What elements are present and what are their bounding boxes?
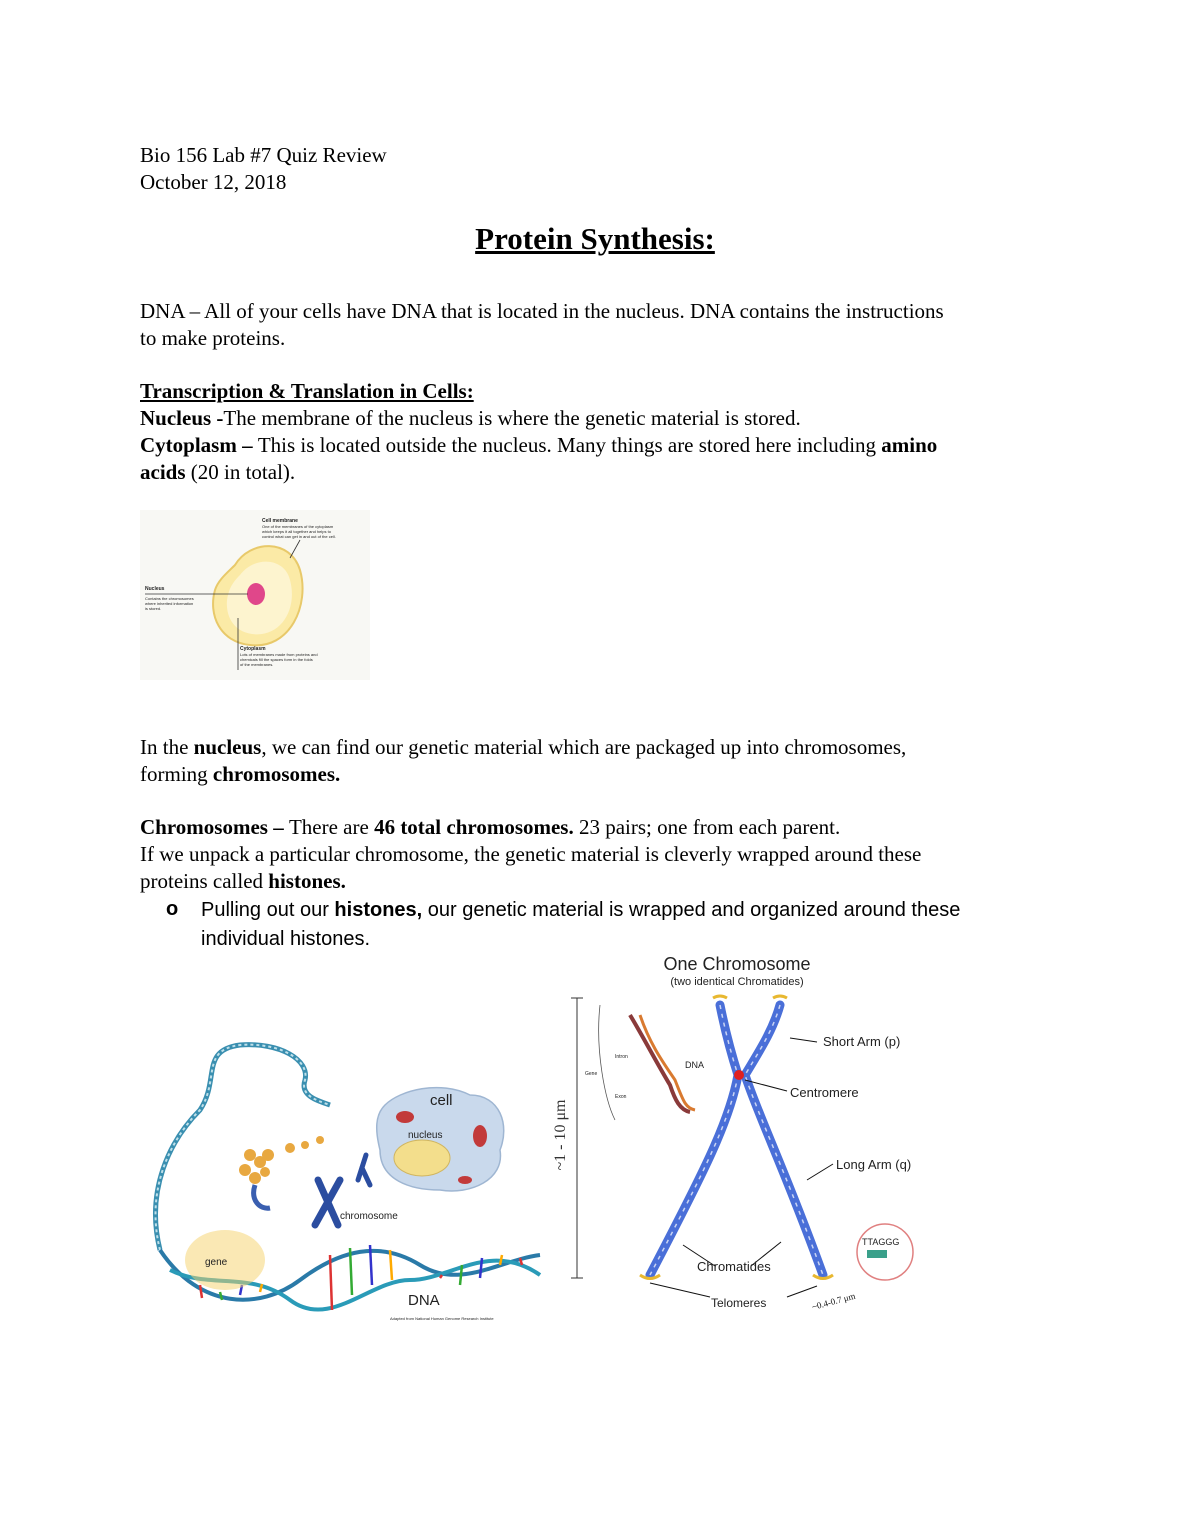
scale-label: ~1 - 10 μm xyxy=(552,1099,569,1171)
short-arm-label: Short Arm (p) xyxy=(823,1034,901,1049)
mitochondrion xyxy=(396,1111,414,1123)
section-heading: Transcription & Translation in Cells: xyxy=(140,379,474,403)
amino-term: amino xyxy=(881,433,938,457)
text-run: Pulling out our xyxy=(201,899,335,921)
chromosomes-paragraph xyxy=(140,814,840,841)
nucleus-label: Nucleus xyxy=(145,586,165,592)
cell-label: cell xyxy=(430,1092,453,1109)
nucleus-definition xyxy=(140,405,801,432)
chromosomes-term: chromosomes. xyxy=(212,762,341,786)
mitochondrion xyxy=(458,1176,472,1184)
histones-term: histones, xyxy=(334,899,423,921)
telomere-scale: ~0.4-0.7 μm xyxy=(810,1290,857,1312)
telomeres-label: Telomeres xyxy=(711,1296,767,1310)
bullet-marker: o xyxy=(166,898,179,920)
text-run: 23 pairs; one from each parent. xyxy=(573,815,841,839)
chromatides-label: Chromatides xyxy=(697,1259,771,1274)
chromatids xyxy=(650,1005,823,1275)
membrane-text: control what can get in and out of the cell. xyxy=(262,534,336,539)
membrane-label: Cell membrane xyxy=(262,518,298,524)
chromosome-label: chromosome xyxy=(340,1211,398,1222)
membrane-text: One of the membranes of the cytoplasm xyxy=(262,524,334,529)
cytoplasm-text: of the membranes. xyxy=(240,662,274,667)
text-run: proteins called xyxy=(140,869,269,893)
text-run: , we can find our genetic material which are packaged up into chromosomes, xyxy=(261,735,907,759)
nucleus-term: Nucleus - xyxy=(140,406,224,430)
gene-label: gene xyxy=(205,1257,228,1268)
page-title: Protein Synthesis: xyxy=(475,221,715,256)
dna-label: DNA xyxy=(685,1060,705,1070)
membrane-text: which keeps it all together and helps to xyxy=(262,529,331,534)
nucleus-label: nucleus xyxy=(408,1130,443,1141)
text-run: our genetic material is wrapped and organized around these xyxy=(422,899,961,921)
total-term: 46 total chromosomes. xyxy=(374,815,574,839)
cytoplasm-text: Lots of membranes made from proteins and xyxy=(240,652,318,657)
telomere-sequence: TTAGGG xyxy=(862,1237,900,1247)
nucleus-paragraph-cont xyxy=(140,761,340,788)
gene-label: Gene xyxy=(585,1071,598,1077)
chromosome-figure xyxy=(552,950,925,1320)
acids-term: acids xyxy=(140,460,186,484)
centromere-label: Centromere xyxy=(790,1085,859,1100)
text-run: In the xyxy=(140,735,194,759)
nucleus-paragraph xyxy=(140,734,906,761)
histone-beads xyxy=(239,1136,324,1184)
histones-term: histones. xyxy=(268,869,346,893)
date-line: October 12, 2018 xyxy=(140,170,287,194)
exon-label: Exon xyxy=(615,1094,627,1100)
text-run: There are xyxy=(288,815,375,839)
nucleus-text: The membrane of the nucleus is where the genetic material is stored. xyxy=(223,406,801,430)
dna-figure xyxy=(140,1040,550,1330)
cytoplasm-text: This is located outside the nucleus. Many things are stored here including xyxy=(257,433,882,457)
long-arm-label: Long Arm (q) xyxy=(836,1157,912,1172)
nucleus-shape xyxy=(247,583,265,605)
dna-label: DNA xyxy=(408,1292,440,1309)
acids-tail: (20 in total). xyxy=(185,460,296,484)
bullet-text-cont: individual histones. xyxy=(201,928,370,950)
nucleus-term: nucleus xyxy=(193,735,262,759)
chromosome-subtitle: (two identical Chromatides) xyxy=(670,976,804,988)
centromere-dot xyxy=(734,1070,744,1080)
mitochondrion xyxy=(473,1125,487,1147)
cytoplasm-definition-cont xyxy=(140,459,295,486)
telomere-cap xyxy=(773,996,787,998)
nucleus-text: where inherited information xyxy=(145,601,194,606)
text-run: forming xyxy=(140,762,213,786)
chromosomes-term: Chromosomes – xyxy=(140,815,289,839)
telomere-inset-dna xyxy=(867,1250,887,1258)
cytoplasm-text: chemicals fill the spaces form in the folds xyxy=(240,657,313,662)
intro-line-2: to make proteins. xyxy=(140,326,286,350)
cell-diagram xyxy=(140,510,370,680)
chromosomes-line-2: If we unpack a particular chromosome, the genetic material is cleverly wrapped around these xyxy=(140,842,922,866)
bullet-text xyxy=(201,896,960,925)
chromosomes-line-3 xyxy=(140,868,346,895)
figure-credit: Adapted from National Human Genome Research Institute xyxy=(390,1316,494,1321)
intro-line-1: DNA – All of your cells have DNA that is located in the nucleus. DNA contains the instructions xyxy=(140,299,944,323)
telomere-cap xyxy=(713,996,727,998)
cytoplasm-definition xyxy=(140,432,937,459)
course-line: Bio 156 Lab #7 Quiz Review xyxy=(140,143,387,167)
intron-label: Intron xyxy=(615,1054,628,1060)
cytoplasm-term: Cytoplasm – xyxy=(140,433,258,457)
cytoplasm-label: Cytoplasm xyxy=(240,646,266,652)
nucleus-text: is stored. xyxy=(145,606,162,611)
nucleus-shape xyxy=(394,1140,450,1176)
nucleus-text: Contains the chromosomes xyxy=(145,596,194,601)
chromosome-title: One Chromosome xyxy=(663,954,811,974)
